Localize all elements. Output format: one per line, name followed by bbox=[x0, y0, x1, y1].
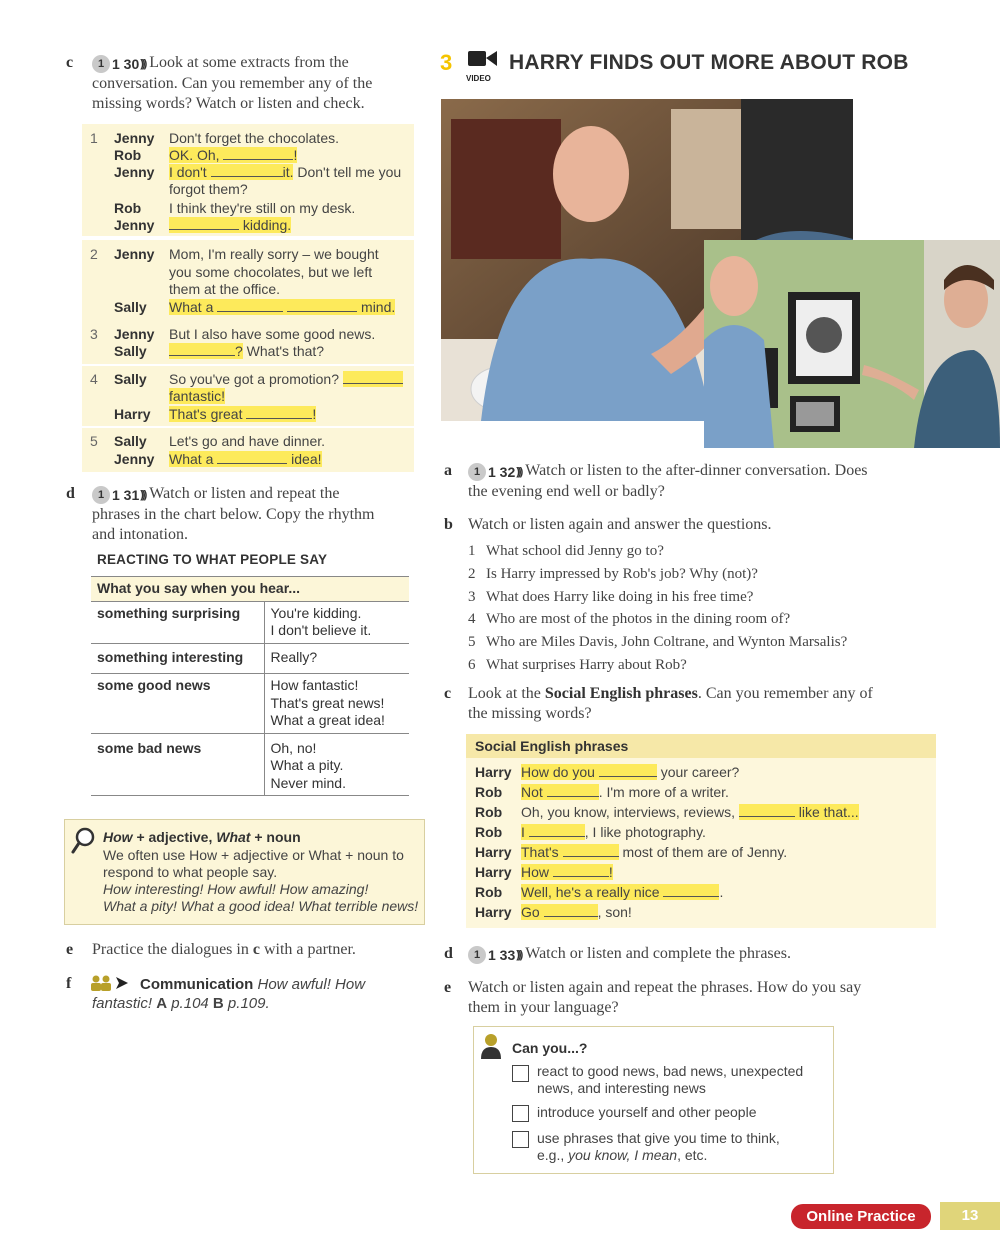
phrase bbox=[521, 824, 706, 840]
line-text: What a bbox=[169, 299, 218, 315]
checkbox[interactable] bbox=[512, 1105, 529, 1122]
can-do-item bbox=[537, 1130, 780, 1164]
answer-blank[interactable] bbox=[211, 164, 283, 177]
can-you-box bbox=[473, 1026, 834, 1174]
audio-track-number: 1 31 bbox=[112, 487, 140, 503]
line-text: them at the office. bbox=[169, 281, 281, 297]
phrase-text: Well, he's a really nice bbox=[521, 884, 664, 900]
question-number: 5 bbox=[468, 634, 476, 650]
exercise-letter: d bbox=[444, 945, 453, 962]
speaker: Harry bbox=[475, 904, 512, 920]
instruction-line: phrases in the chart below. Copy the rhythm bbox=[92, 506, 375, 523]
section-title: HARRY FINDS OUT MORE ABOUT ROB bbox=[509, 51, 909, 74]
chart-header: What you say when you hear... bbox=[91, 577, 409, 602]
answer-blank[interactable] bbox=[287, 299, 357, 312]
communication-instruction bbox=[140, 975, 420, 994]
speaker: Harry bbox=[114, 406, 151, 422]
phrase-text: . bbox=[719, 884, 724, 900]
dialogue-number: 5 bbox=[90, 433, 98, 449]
phrase bbox=[521, 844, 787, 860]
audio-track-number: 1 30 bbox=[112, 56, 140, 72]
online-practice-button[interactable]: Online Practice bbox=[791, 1204, 931, 1229]
list-item bbox=[468, 589, 847, 611]
answer-blank[interactable] bbox=[169, 343, 235, 356]
answer-blank[interactable] bbox=[169, 217, 239, 230]
speaker: Harry bbox=[475, 844, 512, 860]
audio-track-number: 1 32 bbox=[488, 464, 516, 480]
question-number: 1 bbox=[468, 543, 476, 559]
social-english-box bbox=[466, 734, 936, 928]
exercise-e-instruction bbox=[92, 940, 356, 960]
table-row bbox=[91, 643, 409, 674]
magnifier-icon bbox=[71, 826, 97, 856]
line-text: Don't tell me you bbox=[293, 164, 402, 180]
exercise-a-instruction bbox=[468, 461, 938, 502]
phrase-text: How do you bbox=[521, 764, 599, 780]
photos-on-wall-photo bbox=[704, 240, 1000, 448]
instruction-line: missing words? Watch or listen and check. bbox=[92, 95, 365, 112]
exercise-letter: a bbox=[444, 462, 452, 479]
speaker: Jenny bbox=[114, 451, 155, 467]
social-english-title: Social English phrases bbox=[466, 734, 936, 758]
question-number: 4 bbox=[468, 611, 476, 627]
line-text: So you've got a promotion? bbox=[169, 371, 340, 387]
dialogue-line bbox=[169, 343, 409, 361]
checkbox[interactable] bbox=[512, 1131, 529, 1148]
question-list bbox=[468, 543, 847, 679]
tip-line: We often use How + adjective or What + noun to bbox=[103, 847, 404, 863]
question-text: Who are Miles Davis, John Coltrane, and Wynton Marsalis? bbox=[486, 634, 848, 650]
exercise-c-instruction bbox=[92, 53, 422, 114]
item-text: , etc. bbox=[677, 1147, 708, 1163]
answer-blank[interactable] bbox=[217, 451, 287, 464]
tip-title-part: + adjective, bbox=[132, 829, 217, 845]
response: How fantastic! bbox=[270, 677, 359, 693]
line-text: Mom, I'm really sorry – we bought bbox=[169, 246, 379, 262]
phrase bbox=[521, 804, 859, 820]
speaker: Sally bbox=[114, 433, 147, 449]
list-item bbox=[468, 611, 847, 634]
speaker: Rob bbox=[475, 784, 503, 800]
page-number: 13 bbox=[940, 1202, 1000, 1230]
phrase bbox=[521, 784, 729, 800]
speaker: Jenny bbox=[114, 130, 155, 146]
instruction-line: Watch or listen and repeat the bbox=[149, 485, 340, 502]
speaker: Rob bbox=[475, 824, 503, 840]
table-row bbox=[91, 733, 409, 796]
speaker: Sally bbox=[114, 343, 147, 359]
tip-example: How interesting! How awful! How amazing! bbox=[103, 881, 369, 897]
phrase-text: Not bbox=[521, 784, 547, 800]
responses bbox=[264, 674, 409, 734]
instruction-line: the evening end well or badly? bbox=[468, 483, 665, 500]
tip-example: What a pity! What a good idea! What terrible news! bbox=[103, 898, 419, 914]
phrase-text: Go bbox=[521, 904, 544, 920]
checkbox[interactable] bbox=[512, 1065, 529, 1082]
text-part: fantastic! bbox=[92, 995, 157, 1012]
tip-title-part: + noun bbox=[250, 829, 301, 845]
phrase-text: Oh, you know, interviews, reviews, bbox=[521, 804, 739, 820]
question-text: What surprises Harry about Rob? bbox=[486, 657, 687, 673]
phrase-text: How bbox=[521, 864, 553, 880]
video-camera-icon bbox=[466, 49, 500, 69]
audio-track-badge[interactable] bbox=[92, 54, 145, 74]
line-text: you some chocolates, but we left bbox=[169, 263, 373, 280]
speaker: Jenny bbox=[114, 246, 155, 262]
phrase-text: like that... bbox=[794, 804, 859, 820]
reacting-chart bbox=[91, 576, 409, 796]
item-line: news, and interesting news bbox=[537, 1080, 706, 1096]
video-label: VIDEO bbox=[466, 74, 491, 83]
instruction-line: Watch or listen and complete the phrases. bbox=[525, 945, 791, 962]
exercise-letter: c bbox=[66, 54, 74, 71]
cd-icon: 1 bbox=[468, 946, 486, 964]
text-part: p.109. bbox=[223, 995, 270, 1012]
answer-blank[interactable] bbox=[563, 844, 619, 857]
exercise-letter: c bbox=[444, 685, 452, 702]
text-part: c bbox=[252, 941, 260, 958]
line-text: mind. bbox=[357, 299, 396, 315]
instruction-line: Watch or listen again and repeat the phrases. How do you say bbox=[468, 979, 862, 996]
exercise-c-right-instruction bbox=[468, 684, 938, 724]
speaker: Jenny bbox=[114, 217, 155, 233]
text-part: B bbox=[212, 995, 224, 1012]
text-part: Social English phrases bbox=[544, 685, 698, 702]
speaker: Sally bbox=[114, 371, 147, 387]
communication-label: Communication bbox=[140, 976, 254, 993]
sound-wave-icon: ))) bbox=[516, 466, 522, 478]
cd-icon: 1 bbox=[92, 486, 110, 504]
tip-body bbox=[103, 847, 423, 915]
answer-blank[interactable] bbox=[599, 764, 657, 777]
text-part: p.104 bbox=[167, 995, 213, 1012]
text-part: with a partner. bbox=[259, 941, 356, 958]
person-icon bbox=[480, 1033, 502, 1059]
question-number: 6 bbox=[468, 657, 476, 673]
dialogue-line bbox=[169, 164, 409, 182]
instruction-line: the missing words? bbox=[468, 705, 592, 722]
dialogue-3 bbox=[82, 322, 414, 364]
dialogue-number: 1 bbox=[90, 130, 98, 146]
response: I don't believe it. bbox=[270, 622, 372, 638]
answer-blank[interactable] bbox=[223, 147, 293, 160]
line-text: ? bbox=[235, 343, 243, 359]
instruction-line: Look at some extracts from the bbox=[149, 54, 349, 71]
speaker: Jenny bbox=[114, 164, 155, 180]
line-text: ! bbox=[312, 406, 317, 422]
text-part: Practice the dialogues in bbox=[92, 941, 253, 958]
table-row bbox=[91, 601, 409, 643]
exercise-letter: b bbox=[444, 516, 453, 533]
responses bbox=[264, 643, 409, 674]
exercise-letter: e bbox=[444, 979, 452, 996]
item-line: react to good news, bad news, unexpected bbox=[537, 1063, 804, 1079]
answer-blank[interactable] bbox=[547, 784, 599, 797]
line-text: kidding. bbox=[239, 217, 292, 233]
dialogue-line bbox=[169, 246, 409, 299]
audio-track-badge[interactable] bbox=[92, 485, 145, 505]
can-do-item bbox=[537, 1063, 803, 1097]
question-number: 2 bbox=[468, 566, 476, 582]
responses bbox=[264, 601, 409, 643]
audio-track-number: 1 33 bbox=[488, 947, 516, 963]
line-text: I don't bbox=[169, 164, 211, 180]
line-text: OK. Oh, bbox=[169, 147, 224, 163]
dialogue-number: 3 bbox=[90, 326, 98, 342]
phrase-text: . I'm more of a writer. bbox=[598, 784, 729, 800]
question-number: 3 bbox=[468, 589, 476, 605]
phrase-text: your career? bbox=[656, 764, 740, 780]
list-item bbox=[468, 566, 847, 589]
video-badge bbox=[466, 49, 500, 81]
answer-blank[interactable] bbox=[217, 299, 283, 312]
line-text: That's great bbox=[169, 406, 247, 422]
section-number: 3 bbox=[440, 50, 453, 75]
phrase-text: , son! bbox=[597, 904, 632, 920]
instruction-line: them in your language? bbox=[468, 999, 619, 1016]
speaker: Rob bbox=[114, 147, 142, 163]
exercise-b-instruction: Watch or listen again and answer the questions. bbox=[468, 516, 772, 533]
dialogue-line: Don't forget the chocolates. bbox=[169, 130, 339, 146]
can-do-item: introduce yourself and other people bbox=[537, 1104, 757, 1120]
situation-label: something interesting bbox=[91, 643, 264, 674]
text-part: Look at the bbox=[468, 685, 545, 702]
text-part: . Can you remember any of bbox=[697, 685, 873, 702]
exercise-letter: f bbox=[66, 975, 72, 992]
dialogue-line: forgot them? bbox=[169, 181, 248, 197]
grammar-tip-box bbox=[64, 819, 425, 925]
phrase bbox=[521, 864, 613, 880]
instruction-line: Watch or listen to the after-dinner conversation. Does bbox=[525, 462, 868, 479]
speaker: Rob bbox=[475, 804, 503, 820]
chart-title: REACTING TO WHAT PEOPLE SAY bbox=[97, 552, 328, 567]
phrase-text: I bbox=[521, 824, 529, 840]
cd-icon: 1 bbox=[468, 463, 486, 481]
dialogue-4 bbox=[82, 366, 414, 426]
dialogue-line bbox=[169, 299, 409, 317]
line-text: What's that? bbox=[242, 343, 325, 359]
situation-label: something surprising bbox=[91, 601, 264, 643]
response: Never mind. bbox=[270, 774, 346, 791]
table-row bbox=[91, 674, 409, 734]
item-line: use phrases that give you time to think, bbox=[537, 1130, 780, 1146]
situation-label: some good news bbox=[91, 674, 264, 734]
pair-work-icon bbox=[90, 974, 136, 992]
phrase-text: , I like photography. bbox=[584, 824, 706, 840]
phrase bbox=[521, 764, 739, 780]
dialogue-line bbox=[169, 388, 409, 406]
speaker: Harry bbox=[475, 764, 512, 780]
responses bbox=[264, 733, 409, 796]
response: Oh, no! bbox=[270, 739, 317, 756]
line-text: it. bbox=[282, 164, 294, 180]
speaker: Sally bbox=[114, 299, 147, 315]
dialogue-5 bbox=[82, 428, 414, 472]
dialogue-line bbox=[169, 217, 409, 235]
dialogue-line bbox=[169, 451, 409, 469]
answer-blank[interactable] bbox=[529, 824, 585, 837]
dialogue-number: 4 bbox=[90, 371, 98, 387]
answer-blank[interactable] bbox=[553, 864, 609, 877]
instruction-line: and intonation. bbox=[92, 526, 188, 543]
dialogue-line bbox=[169, 371, 409, 389]
list-item bbox=[468, 657, 847, 679]
exercise-d-instruction bbox=[92, 484, 422, 545]
dialogue-2 bbox=[82, 240, 414, 322]
list-item bbox=[468, 634, 847, 657]
phrase bbox=[521, 904, 632, 920]
answer-blank[interactable] bbox=[739, 804, 795, 817]
response: What a pity. bbox=[270, 757, 344, 773]
question-text: What does Harry like doing in his free time? bbox=[486, 589, 754, 605]
situation-label: some bad news bbox=[91, 733, 264, 796]
tip-title-part: How bbox=[103, 829, 133, 845]
item-text: you know, I mean bbox=[568, 1147, 678, 1163]
speaker: Jenny bbox=[114, 326, 155, 342]
exercise-d-right-instruction bbox=[468, 944, 791, 965]
audio-track-badge[interactable] bbox=[468, 462, 521, 482]
text-part: How awful! How bbox=[253, 976, 366, 993]
dialogue-1 bbox=[82, 124, 414, 236]
tip-title-part: What bbox=[216, 829, 251, 845]
dialogue-line: Let's go and have dinner. bbox=[169, 433, 326, 449]
response: Really? bbox=[270, 648, 318, 665]
line-text: ! bbox=[293, 147, 298, 163]
question-text: What school did Jenny go to? bbox=[486, 543, 664, 559]
cd-icon: 1 bbox=[92, 55, 110, 73]
exercise-letter: e bbox=[66, 941, 74, 958]
phrase-text: That's bbox=[521, 844, 563, 860]
text-part: A bbox=[156, 995, 168, 1012]
line-text: What a bbox=[169, 451, 218, 467]
can-you-title: Can you...? bbox=[512, 1040, 588, 1056]
phrase-text: ! bbox=[608, 864, 613, 880]
dialogue-line bbox=[169, 406, 409, 424]
speaker: Rob bbox=[475, 884, 503, 900]
item-text: e.g., bbox=[537, 1147, 569, 1163]
tip-title bbox=[103, 829, 301, 845]
phrase-text: most of them are of Jenny. bbox=[618, 844, 788, 860]
sound-wave-icon: ))) bbox=[516, 949, 522, 961]
dialogue-line bbox=[169, 147, 409, 165]
phrase bbox=[521, 884, 723, 900]
list-item bbox=[468, 543, 847, 566]
answer-blank[interactable] bbox=[343, 371, 403, 384]
dialogue-line: But I also have some good news. bbox=[169, 326, 376, 342]
dialogue-number: 2 bbox=[90, 246, 98, 262]
answer-blank[interactable] bbox=[246, 406, 312, 419]
answer-blank[interactable] bbox=[663, 884, 719, 897]
answer-blank[interactable] bbox=[544, 904, 598, 917]
response: That's great news! bbox=[270, 694, 385, 711]
sound-wave-icon: ))) bbox=[140, 58, 146, 70]
speaker: Harry bbox=[475, 864, 512, 880]
exercise-e-right-instruction bbox=[468, 978, 938, 1018]
communication-pages bbox=[92, 995, 270, 1012]
audio-track-badge[interactable] bbox=[468, 945, 521, 965]
response: You're kidding. bbox=[270, 604, 362, 621]
question-text: Who are most of the photos in the dining room of? bbox=[486, 611, 791, 627]
dialogue-line: I think they're still on my desk. bbox=[169, 200, 356, 216]
question-text: Is Harry impressed by Rob's job? Why (not)? bbox=[486, 566, 758, 582]
line-text: idea! bbox=[287, 451, 322, 467]
sound-wave-icon: ))) bbox=[140, 489, 146, 501]
speaker: Rob bbox=[114, 200, 142, 216]
response: What a great idea! bbox=[270, 712, 385, 728]
exercise-letter: d bbox=[66, 485, 75, 502]
tip-line: respond to what people say. bbox=[103, 864, 278, 880]
instruction-line: conversation. Can you remember any of the bbox=[92, 75, 373, 92]
line-text: fantastic! bbox=[169, 388, 226, 404]
